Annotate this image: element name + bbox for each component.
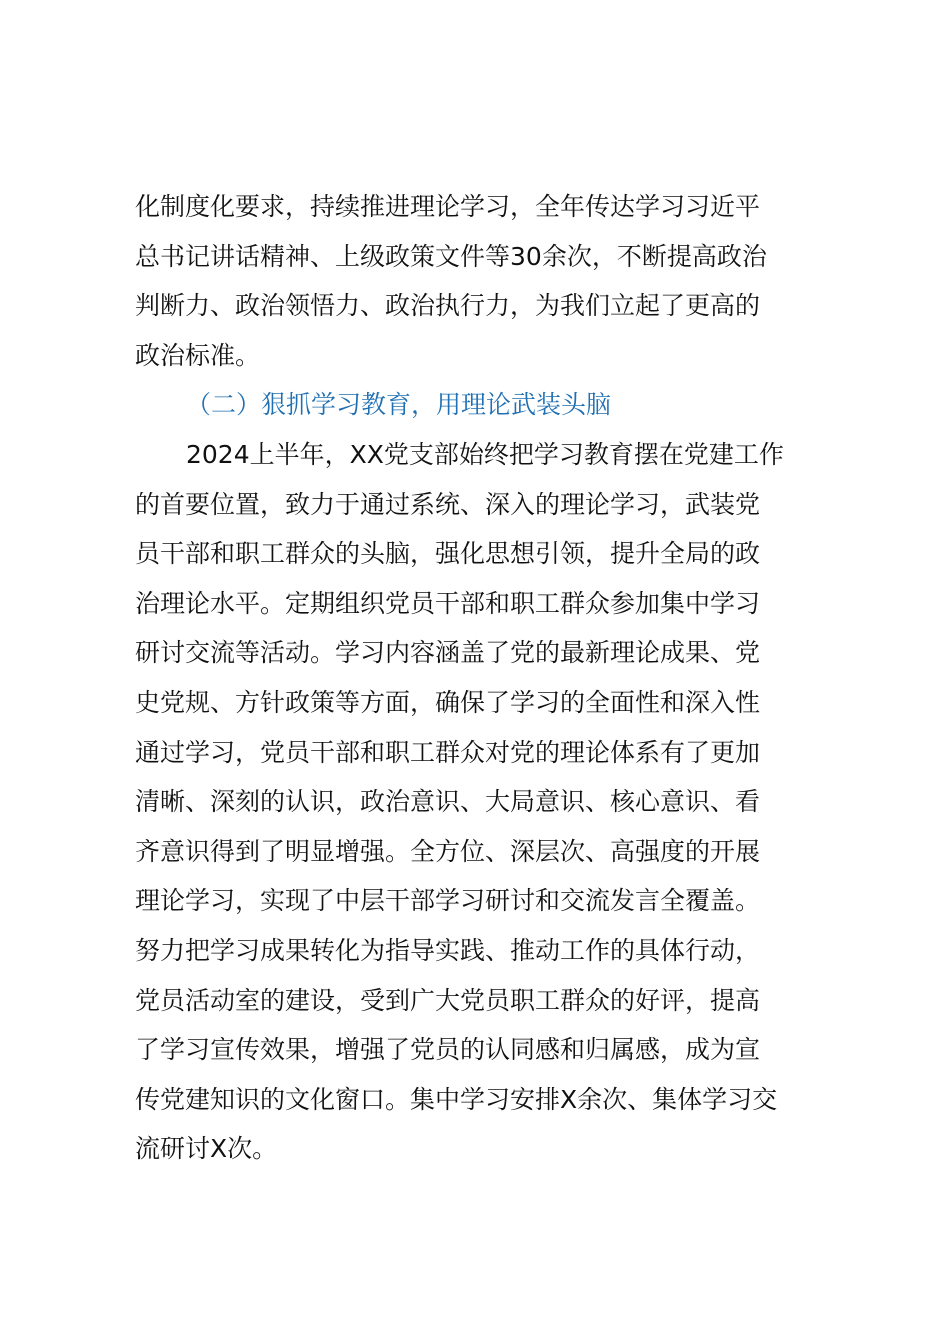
text-line: 努力把学习成果转化为指导实践、推动工作的具体行动，	[135, 935, 761, 965]
text-line: 党员活动室的建设，受到广大党员职工群众的好评，提高	[135, 985, 761, 1015]
text-line: 化制度化要求，持续推进理论学习，全年传达学习习近平	[135, 192, 761, 221]
text-line: 2024上半年，XX党支部始终把学习教育摆在党建工作	[186, 439, 784, 469]
text-line: 通过学习，党员干部和职工群众对党的理论体系有了更加	[135, 737, 761, 767]
document-body	[135, 182, 855, 1174]
section-heading: （二）狠抓学习教育，用理论武装头脑	[186, 390, 612, 420]
text-line: 史党规、方针政策等方面，确保了学习的全面性和深入性	[135, 687, 761, 717]
text-line: 总书记讲话精神、上级政策文件等30余次，不断提高政治	[135, 241, 767, 271]
text-line: 齐意识得到了明显增强。全方位、深层次、高强度的开展	[135, 836, 761, 866]
text-line: 了学习宣传效果，增强了党员的认同感和归属感，成为宣	[135, 1035, 761, 1065]
paragraph-2	[135, 430, 855, 1174]
text-line: 流研讨X次。	[135, 1134, 278, 1164]
text-line: 传党建知识的文化窗口。集中学习安排X余次、集体学习交	[135, 1084, 778, 1114]
text-line: 员干部和职工群众的头脑，强化思想引领，提升全局的政	[135, 539, 761, 569]
text-line: 判断力、政治领悟力、政治执行力，为我们立起了更高的	[135, 291, 761, 321]
text-line: 的首要位置，致力于通过系统、深入的理论学习，武装党	[135, 489, 761, 519]
text-line: 清晰、深刻的认识，政治意识、大局意识、核心意识、看	[135, 787, 761, 817]
text-line: 政治标准。	[135, 340, 261, 370]
paragraph-1	[135, 182, 855, 380]
text-line: 治理论水平。定期组织党员干部和职工群众参加集中学习	[135, 588, 761, 618]
text-line: 研讨交流等活动。学习内容涵盖了党的最新理论成果、党	[135, 638, 761, 668]
text-line: 理论学习，实现了中层干部学习研讨和交流发言全覆盖。	[135, 886, 761, 916]
